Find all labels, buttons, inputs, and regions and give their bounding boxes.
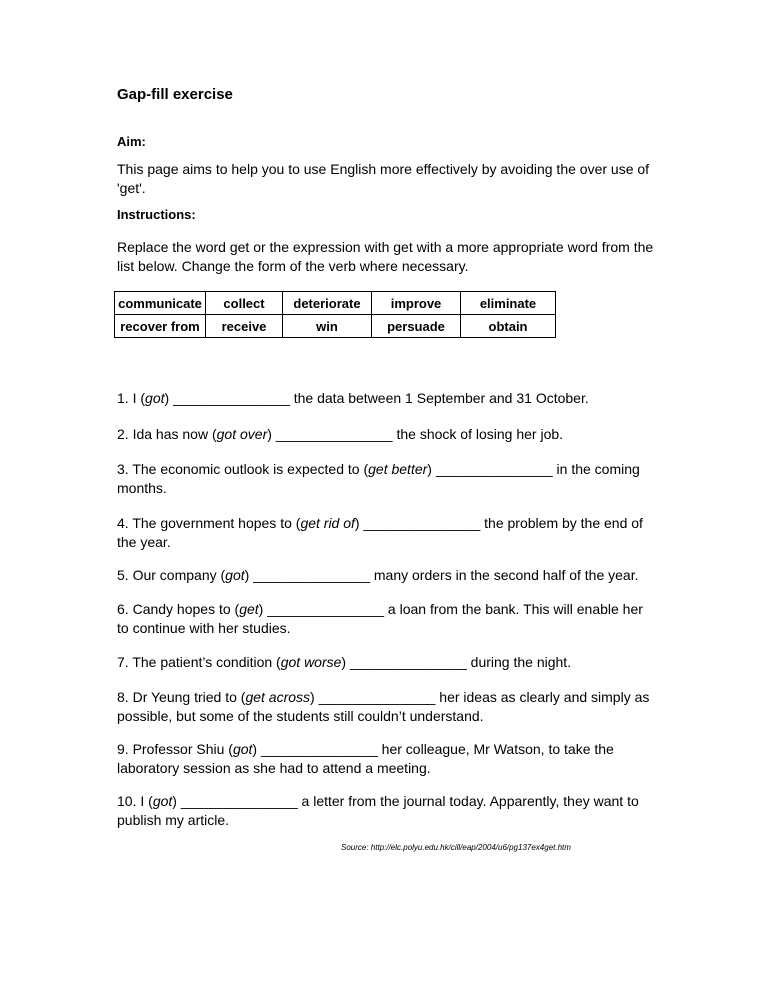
- instructions-text: Replace the word get or the expression with get with a more appropriate word from the list below. Change the form of the verb where necessary.: [117, 239, 654, 274]
- question-number: 5.: [117, 567, 129, 583]
- question-text: a loan from the bank. This will enable her to continue with her studies.: [117, 601, 643, 636]
- word-cell: deteriorate: [283, 292, 372, 315]
- word-cell: eliminate: [461, 292, 556, 315]
- get-expression: got: [232, 741, 253, 757]
- question-text: Candy hopes to (: [132, 601, 240, 617]
- question-number: 7.: [117, 654, 129, 670]
- question-text: during the night.: [466, 654, 572, 670]
- answer-blank: _______________: [435, 461, 553, 477]
- word-table-row: [115, 315, 556, 338]
- page-title: Gap-fill exercise: [117, 86, 233, 103]
- word-table-row: [115, 292, 556, 315]
- word-cell: collect: [206, 292, 283, 315]
- question-text: ): [172, 793, 181, 809]
- question-text: in the coming months.: [117, 461, 640, 496]
- answer-blank: _______________: [260, 741, 378, 757]
- answer-blank: _______________: [363, 515, 481, 531]
- get-expression: got: [145, 390, 165, 406]
- question-text: ): [244, 567, 254, 583]
- question-text: the data between 1 September and 31 October.: [289, 390, 589, 406]
- get-expression: get across: [245, 689, 311, 705]
- question-text: a letter from the journal today. Apparently, they want to publish my article.: [117, 793, 639, 828]
- answer-blank: _______________: [275, 426, 393, 442]
- get-expression: get: [239, 601, 259, 617]
- question-number: 4.: [117, 515, 129, 531]
- question-10: [117, 792, 657, 830]
- get-expression: got: [225, 567, 245, 583]
- question-text: ): [267, 426, 276, 442]
- question-text: The patient’s condition (: [132, 654, 281, 670]
- instructions-heading: Instructions:: [117, 207, 196, 222]
- question-text: ): [354, 515, 364, 531]
- word-cell: recover from: [115, 315, 206, 338]
- answer-blank: _______________: [349, 654, 467, 670]
- question-text: many orders in the second half of the year.: [370, 567, 639, 583]
- question-5: [117, 566, 657, 585]
- question-text: her colleague, Mr Watson, to take the laboratory session as she had to attend a meeting.: [117, 741, 614, 776]
- question-text: her ideas as clearly and simply as possible, but some of the students still couldn’t understand.: [117, 689, 650, 724]
- answer-blank: _______________: [318, 689, 436, 705]
- question-1: [117, 389, 657, 408]
- word-cell: win: [283, 315, 372, 338]
- get-expression: got worse: [280, 654, 342, 670]
- word-cell: communicate: [115, 292, 206, 315]
- answer-blank: _______________: [173, 390, 290, 406]
- question-text: Ida has now (: [132, 426, 217, 442]
- source-citation: Source: http://elc.polyu.edu.hk/cill/eap/2004/u6/pg137ex4get.htm: [341, 843, 571, 852]
- get-expression: got: [152, 793, 173, 809]
- word-cell: receive: [206, 315, 283, 338]
- question-number: 8.: [117, 689, 129, 705]
- question-number: 10.: [117, 793, 137, 809]
- question-2: [117, 425, 657, 444]
- question-text: the shock of losing her job.: [392, 426, 564, 442]
- word-cell: persuade: [372, 315, 461, 338]
- get-expression: get better: [368, 461, 428, 477]
- question-number: 1.: [117, 390, 129, 406]
- question-text: I (: [132, 390, 146, 406]
- question-3: [117, 460, 657, 498]
- word-list-table: [114, 291, 556, 338]
- question-text: The economic outlook is expected to (: [132, 461, 369, 477]
- question-text: ): [341, 654, 350, 670]
- question-9: [117, 740, 657, 778]
- get-expression: got over: [216, 426, 268, 442]
- answer-blank: _______________: [180, 793, 298, 809]
- question-text: ): [252, 741, 261, 757]
- answer-blank: _______________: [267, 601, 385, 617]
- aim-heading: Aim:: [117, 134, 146, 149]
- question-text: ): [258, 601, 268, 617]
- question-6: [117, 600, 657, 638]
- question-text: ): [164, 390, 174, 406]
- aim-text: This page aims to help you to use English more effectively by avoiding the over use of 'get'.: [117, 161, 650, 196]
- answer-blank: _______________: [253, 567, 370, 583]
- question-4: [117, 514, 657, 552]
- word-cell: improve: [372, 292, 461, 315]
- question-text: I (: [140, 793, 153, 809]
- question-text: ): [310, 689, 319, 705]
- word-cell: obtain: [461, 315, 556, 338]
- question-number: 3.: [117, 461, 129, 477]
- question-7: [117, 653, 657, 672]
- question-text: Dr Yeung tried to (: [132, 689, 246, 705]
- question-text: the problem by the end of the year.: [117, 515, 643, 550]
- question-8: [117, 688, 657, 726]
- question-text: The government hopes to (: [132, 515, 301, 531]
- question-text: ): [427, 461, 436, 477]
- question-number: 9.: [117, 741, 129, 757]
- question-text: Professor Shiu (: [132, 741, 233, 757]
- question-number: 6.: [117, 601, 129, 617]
- get-expression: get rid of: [300, 515, 355, 531]
- question-text: Our company (: [132, 567, 226, 583]
- question-number: 2.: [117, 426, 129, 442]
